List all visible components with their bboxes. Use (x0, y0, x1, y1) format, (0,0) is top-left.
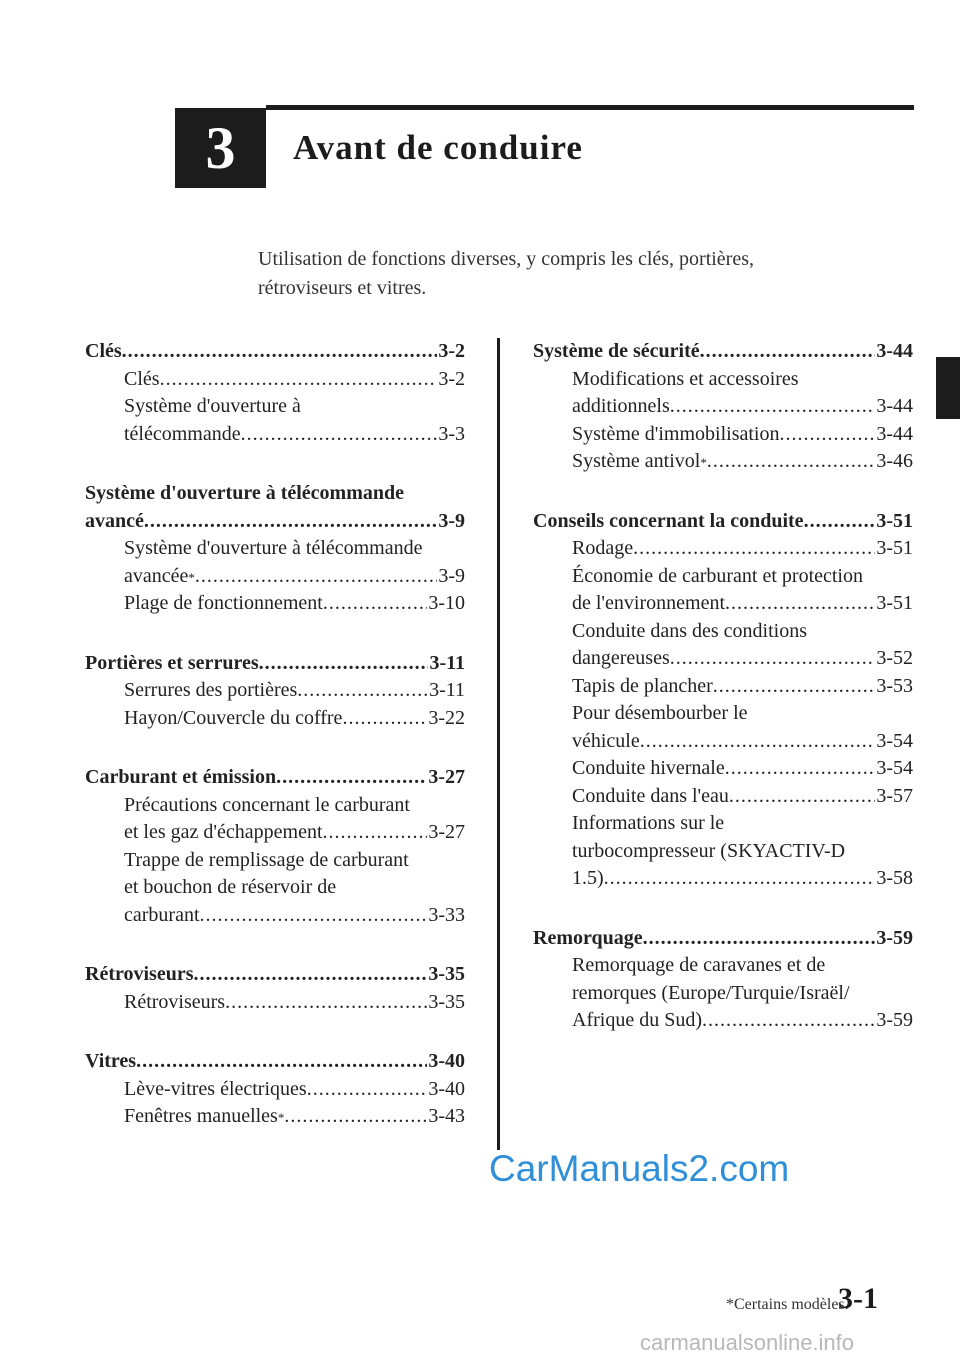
toc-page-ref: 3-27 (428, 821, 465, 843)
leader-dots (700, 338, 876, 366)
leader-dots (640, 728, 876, 756)
toc-entry-title: de l'environnement (572, 592, 725, 614)
toc-entry-line[interactable] (85, 590, 465, 618)
toc-entry-line[interactable] (85, 366, 465, 394)
toc-page-ref: 3-51 (876, 509, 913, 532)
leader-dots (670, 645, 876, 673)
toc-section (533, 508, 913, 893)
toc-section-line[interactable] (533, 338, 913, 366)
toc-page-ref: 3-9 (438, 564, 465, 587)
leader-dots (323, 590, 428, 618)
toc-entry-title[interactable]: et bouchon de réservoir de (124, 876, 337, 898)
toc-entry-title[interactable]: Précautions concernant le carburant (124, 793, 410, 816)
toc-entry-title[interactable]: Informations sur le (572, 812, 725, 834)
toc-section-line[interactable] (85, 508, 465, 536)
toc-section-line[interactable] (85, 338, 465, 366)
chapter-number: 3 (205, 115, 236, 181)
toc-page-ref: 3-3 (438, 422, 465, 445)
toc-entry-title: Plage de fonctionnement (124, 592, 323, 614)
leader-dots (702, 1007, 875, 1035)
toc-entry-line[interactable] (85, 677, 465, 705)
toc-entry-title[interactable]: Système d'ouverture à télécommande (124, 537, 423, 559)
leader-dots (670, 393, 876, 421)
chapter-rule (266, 105, 914, 110)
toc-entry-title[interactable]: Conduite dans des conditions (572, 619, 807, 642)
toc-entry-title: Système d'immobilisation (572, 422, 780, 445)
toc-section-line[interactable] (85, 650, 465, 678)
intro-line: Utilisation de fonctions diverses, y compris les clés, portières, (258, 248, 755, 270)
toc-page-ref: 3-44 (876, 340, 913, 362)
footnote: *Certains modèles. (726, 1296, 849, 1313)
toc-page-ref: 3-54 (876, 729, 913, 752)
toc-section-title: Conseils concernant la conduite (533, 509, 804, 532)
toc-entry-title[interactable]: turbocompresseur (SKYACTIV-D (572, 839, 846, 862)
toc-page-ref: 3-2 (438, 340, 465, 362)
toc-page-ref: 3-2 (438, 367, 465, 390)
toc-page-ref: 3-33 (428, 903, 465, 926)
toc-entry-title: carburant (124, 903, 200, 926)
leader-dots (225, 989, 427, 1017)
leader-dots (633, 535, 875, 563)
intro-line: rétroviseurs et vitres. (258, 277, 427, 299)
leader-dots (323, 819, 428, 847)
toc-section (85, 338, 465, 448)
toc-entry-line[interactable] (533, 728, 913, 756)
toc-entry-title[interactable]: Système d'ouverture à (124, 395, 301, 417)
toc-entry-title: Clés (124, 367, 160, 390)
toc-entry-line[interactable] (85, 819, 465, 847)
toc-page-ref: 3-11 (429, 679, 465, 701)
toc-entry-title: et les gaz d'échappement (124, 821, 323, 843)
page-number: 3-1 (838, 1282, 878, 1315)
leader-dots (241, 421, 438, 449)
leader-dots (729, 783, 875, 811)
toc-page-ref: 3-35 (428, 990, 465, 1013)
toc-entry-line[interactable] (533, 865, 913, 893)
toc-section-line[interactable] (85, 764, 465, 792)
toc-entry-title: 1.5) (572, 867, 604, 889)
toc-entry-line[interactable]: avancée * ..... 3-9 (85, 563, 465, 591)
toc-entry-title: Conduite hivernale (572, 757, 725, 779)
toc-entry-title[interactable]: Économie de carburant et protection (572, 564, 863, 587)
toc-section-line[interactable] (85, 1048, 465, 1076)
toc-section-title: Rétroviseurs (85, 963, 194, 985)
toc-section (85, 650, 465, 733)
leader-dots (136, 1048, 427, 1076)
leader-dots (643, 925, 876, 953)
toc-right-column (533, 338, 913, 1067)
toc-page-ref: 3-22 (428, 706, 465, 729)
toc-page-ref: 3-59 (876, 1009, 913, 1031)
toc-entry-line[interactable] (85, 421, 465, 449)
toc-entry-title: Fenêtres manuelles (124, 1105, 278, 1127)
toc-page-ref: 3-9 (438, 509, 465, 532)
column-divider (497, 338, 500, 1150)
leader-dots (725, 590, 875, 618)
leader-dots (276, 764, 427, 792)
toc-entry-title[interactable]: Modifications et accessoires (572, 367, 799, 390)
toc-page-ref: 3-35 (428, 963, 465, 985)
toc-entry-title: véhicule (572, 729, 640, 752)
toc-section-title: Clés (85, 340, 122, 362)
toc-section-title: avancé (85, 509, 144, 532)
toc-entry-title: Lève-vitres électriques (124, 1077, 307, 1100)
toc-entry-line[interactable] (533, 645, 913, 673)
toc-entry-line[interactable] (85, 902, 465, 930)
toc-section (533, 925, 913, 1035)
toc-entry-line[interactable]: Fenêtres manuelles * ..... 3-43 (85, 1103, 465, 1131)
toc-entry-line[interactable] (533, 590, 913, 618)
toc-entry-line[interactable] (533, 535, 913, 563)
toc-section-line[interactable] (533, 925, 913, 953)
toc-entry-title: Afrique du Sud) (572, 1009, 702, 1031)
leader-dots (780, 421, 876, 449)
leader-dots (195, 563, 437, 591)
toc-entry-title: dangereuses (572, 647, 670, 669)
toc-section-title: Remorquage (533, 926, 643, 949)
toc-page-ref: 3-10 (428, 592, 465, 614)
toc-left-column (85, 338, 465, 1163)
toc-section (533, 338, 913, 476)
toc-entry-title[interactable]: Trappe de remplissage de carburant (124, 848, 409, 871)
toc-entry-line[interactable] (533, 783, 913, 811)
toc-entry-title: Rodage (572, 537, 634, 559)
toc-page-ref: 3-44 (876, 422, 913, 445)
toc-entry-title: additionnels (572, 395, 670, 417)
leader-dots (259, 650, 429, 678)
toc-section-line[interactable] (85, 961, 465, 989)
toc-entry-line[interactable] (85, 1076, 465, 1104)
toc-entry-title: avancée (124, 564, 189, 587)
toc-page-ref: 3-54 (876, 757, 913, 779)
toc-entry-line[interactable] (85, 705, 465, 733)
toc-entry-title: télécommande (124, 422, 241, 445)
chapter-intro (258, 245, 898, 303)
toc-page-ref: 3-59 (876, 926, 913, 949)
toc-page-ref: 3-40 (428, 1050, 465, 1072)
toc-page-ref: 3-52 (876, 647, 913, 669)
toc-section-title: Système de sécurité (533, 340, 700, 362)
leader-dots (297, 677, 428, 705)
chapter-number-box (175, 108, 266, 188)
leader-dots (725, 755, 876, 783)
leader-dots (342, 705, 427, 733)
toc-page-ref: 3-58 (876, 867, 913, 889)
toc-section-title: Vitres (85, 1050, 137, 1072)
chapter-title: Avant de conduire (293, 128, 583, 167)
toc-entry-line[interactable] (533, 755, 913, 783)
leader-dots (707, 448, 876, 476)
leader-dots (284, 1103, 427, 1131)
toc-entry-line[interactable] (533, 1007, 913, 1035)
leader-dots (160, 366, 438, 394)
leader-dots (200, 902, 428, 930)
toc-entry-line[interactable]: Système antivol * ..... 3-46 (533, 448, 913, 476)
toc-section (85, 764, 465, 929)
toc-entry-title: Système antivol (572, 450, 701, 472)
toc-entry-title: Tapis de plancher (572, 674, 713, 697)
chapter-side-tab (936, 357, 960, 419)
toc-page-ref: 3-46 (876, 450, 913, 472)
toc-entry-line[interactable] (85, 989, 465, 1017)
toc-entry-title: Conduite dans l'eau (572, 784, 729, 807)
leader-dots (604, 865, 876, 893)
toc-entry-title[interactable]: Pour désembourber le (572, 702, 748, 724)
bottom-watermark[interactable]: carmanualsonline.info (640, 1330, 855, 1355)
toc-section (85, 480, 465, 618)
toc-entry-title: Serrures des portières (124, 679, 298, 701)
toc-entry-line[interactable] (533, 393, 913, 421)
leader-dots (307, 1076, 428, 1104)
leader-dots (804, 508, 876, 536)
toc-entry-title: Rétroviseurs (124, 990, 226, 1013)
toc-section-line[interactable] (533, 508, 913, 536)
toc-page-ref: 3-27 (428, 766, 465, 788)
toc-entry-line[interactable] (533, 421, 913, 449)
leader-dots (144, 508, 437, 536)
toc-section (85, 1048, 465, 1131)
toc-page-ref: 3-57 (876, 784, 913, 807)
watermark-logo[interactable]: CarManuals2.com (489, 1148, 790, 1189)
leader-dots (122, 338, 438, 366)
toc-section-title: Carburant et émission (85, 766, 277, 788)
toc-section (85, 961, 465, 1016)
toc-page-ref: 3-53 (876, 674, 913, 697)
toc-page-ref: 3-51 (876, 537, 913, 559)
toc-section-title[interactable]: Système d'ouverture à télécommande (85, 482, 405, 504)
toc-entry-title[interactable]: Remorquage de caravanes et de (572, 954, 826, 976)
toc-page-ref: 3-44 (876, 395, 913, 417)
toc-page-ref: 3-43 (428, 1105, 465, 1127)
leader-dots (194, 961, 428, 989)
toc-section-title: Portières et serrures (85, 651, 259, 674)
leader-dots (713, 673, 876, 701)
toc-page-ref: 3-40 (428, 1077, 465, 1100)
toc-entry-title: Hayon/Couvercle du coffre (124, 706, 343, 729)
toc-page-ref: 3-51 (876, 592, 913, 614)
toc-entry-title[interactable]: remorques (Europe/Turquie/Israël/ (572, 981, 850, 1004)
toc-page-ref: 3-11 (429, 651, 465, 674)
toc-entry-line[interactable] (533, 673, 913, 701)
